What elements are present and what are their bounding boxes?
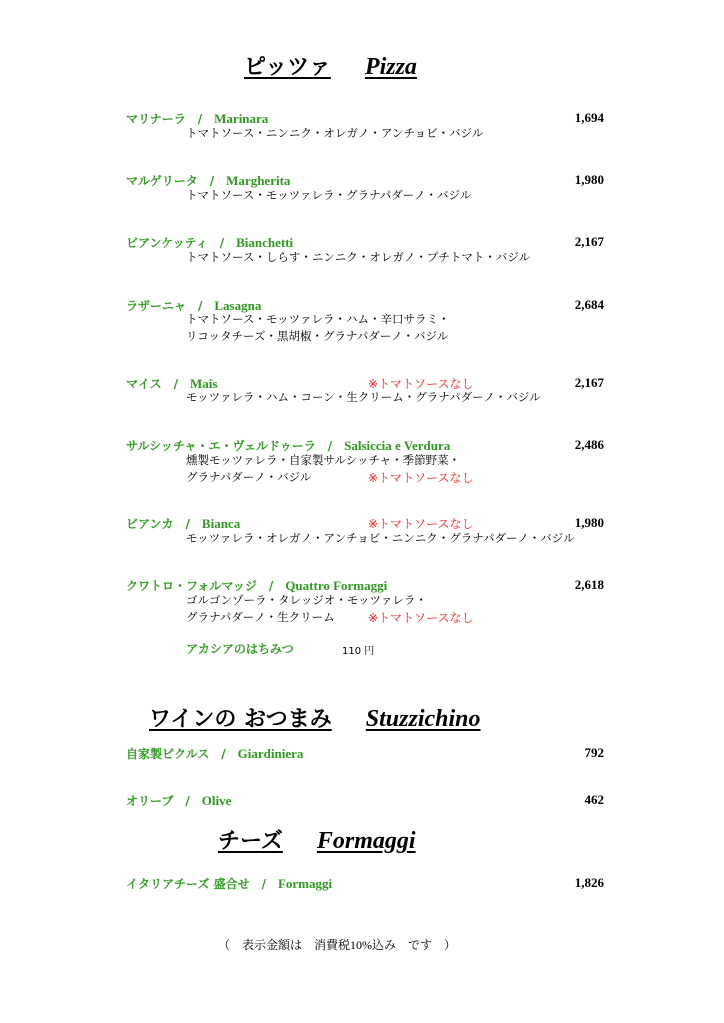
item-name-jp: イタリアチーズ 盛合せ / bbox=[126, 877, 278, 891]
menu-item-description: トマトソース・モッツァレラ・ハム・辛口サラミ・ bbox=[186, 312, 450, 326]
no-tomato-note: ※トマトソースなし bbox=[368, 377, 474, 391]
menu-item-price: 462 bbox=[584, 792, 604, 807]
section-title-pizza-it: Pizza bbox=[364, 54, 417, 80]
menu-item-price: 2,167 bbox=[574, 234, 604, 249]
menu-item-price: 2,618 bbox=[574, 577, 604, 592]
item-name-jp: オリーブ / bbox=[126, 794, 202, 808]
item-name-it: Bianca bbox=[201, 516, 241, 531]
section-title-pizza bbox=[244, 50, 417, 81]
item-name-jp: クワトロ・フォルマッジ / bbox=[126, 579, 286, 593]
item-name-it: Bianchetti bbox=[236, 235, 294, 250]
item-name-jp: 自家製ピクルス / bbox=[126, 747, 238, 761]
honey-price-value: 110 bbox=[342, 646, 362, 657]
menu-item-description: グラナパダーノ・生クリーム bbox=[186, 610, 335, 624]
item-name-it: Salsiccia e Verdura bbox=[344, 438, 451, 453]
no-tomato-note: ※トマトソースなし bbox=[368, 517, 474, 531]
item-name-it: Quattro Formaggi bbox=[285, 578, 388, 593]
menu-item-description: 燻製モッツァレラ・自家製サルシッチャ・季節野菜・ bbox=[186, 453, 461, 467]
section-title-pizza-jp: ピッツァ bbox=[244, 55, 331, 80]
section-title-stuzzichino-jp: ワインの おつまみ bbox=[149, 707, 332, 732]
menu-item-description: グラナパダーノ・バジル bbox=[186, 470, 312, 484]
section-title-formaggi bbox=[218, 824, 416, 855]
menu-item-price: 792 bbox=[584, 745, 604, 760]
menu-item-price: 1,826 bbox=[574, 875, 604, 890]
item-name-it: Margherita bbox=[226, 173, 291, 188]
item-name-jp: マイス / bbox=[126, 377, 191, 391]
menu-item-description: リコッタチーズ・黒胡椒・グラナパダーノ・バジル bbox=[186, 329, 449, 343]
menu-item-name bbox=[126, 792, 231, 809]
no-tomato-note: ※トマトソースなし bbox=[368, 611, 474, 625]
item-name-jp: ラザーニャ / bbox=[126, 299, 215, 313]
menu-item-price: 2,167 bbox=[574, 375, 604, 390]
item-name-jp: サルシッチャ・エ・ヴェルドゥーラ / bbox=[126, 439, 345, 453]
menu-item-name bbox=[126, 875, 332, 892]
honey-price bbox=[342, 642, 374, 657]
menu-item-description: モッツァレラ・ハム・コーン・生クリーム・グラナパダーノ・バジル bbox=[186, 390, 541, 404]
item-name-it: Marinara bbox=[214, 111, 269, 126]
item-name-it: Mais bbox=[190, 376, 218, 391]
menu-item-price: 1,694 bbox=[574, 110, 604, 125]
no-tomato-note: ※トマトソースなし bbox=[368, 471, 474, 485]
menu-item-description: トマトソース・ニンニク・オレガノ・アンチョビ・バジル bbox=[186, 126, 484, 140]
item-name-jp: マリナーラ / bbox=[126, 112, 215, 126]
item-name-jp: ビアンカ / bbox=[126, 517, 202, 531]
tax-note: （ 表示金額は 消費税10%込み です ） bbox=[218, 938, 456, 952]
section-title-stuzzichino-it: Stuzzichino bbox=[365, 706, 481, 732]
menu-item-price: 1,980 bbox=[574, 515, 604, 530]
item-name-it: Olive bbox=[201, 793, 232, 808]
menu-item-name bbox=[126, 745, 303, 762]
item-name-jp: マルゲリータ / bbox=[126, 174, 227, 188]
section-title-formaggi-it: Formaggi bbox=[316, 828, 416, 854]
item-name-jp: ビアンケッティ / bbox=[126, 236, 237, 250]
menu-item-description: モッツァレラ・オレガノ・アンチョビ・ニンニク・グラナパダーノ・バジル bbox=[186, 531, 575, 545]
section-title-stuzzichino bbox=[149, 702, 481, 733]
menu-item-description: トマトソース・モッツァレラ・グラナパダーノ・バジル bbox=[186, 188, 472, 202]
menu-item-price: 2,684 bbox=[574, 297, 604, 312]
menu-item-price: 1,980 bbox=[574, 172, 604, 187]
menu-item-description: ゴルゴンゾーラ・タレッジオ・モッツァレラ・ bbox=[186, 593, 427, 607]
item-name-it: Formaggi bbox=[277, 876, 333, 891]
section-title-formaggi-jp: チーズ bbox=[218, 829, 283, 854]
item-name-it: Lasagna bbox=[214, 298, 262, 313]
menu-item-description: トマトソース・しらす・ニンニク・オレガノ・プチトマト・バジル bbox=[186, 250, 531, 264]
honey-price-unit: 円 bbox=[364, 646, 375, 657]
honey-label: アカシアのはちみつ bbox=[186, 642, 294, 656]
menu-item-price: 2,486 bbox=[574, 437, 604, 452]
item-name-it: Giardiniera bbox=[237, 746, 304, 761]
